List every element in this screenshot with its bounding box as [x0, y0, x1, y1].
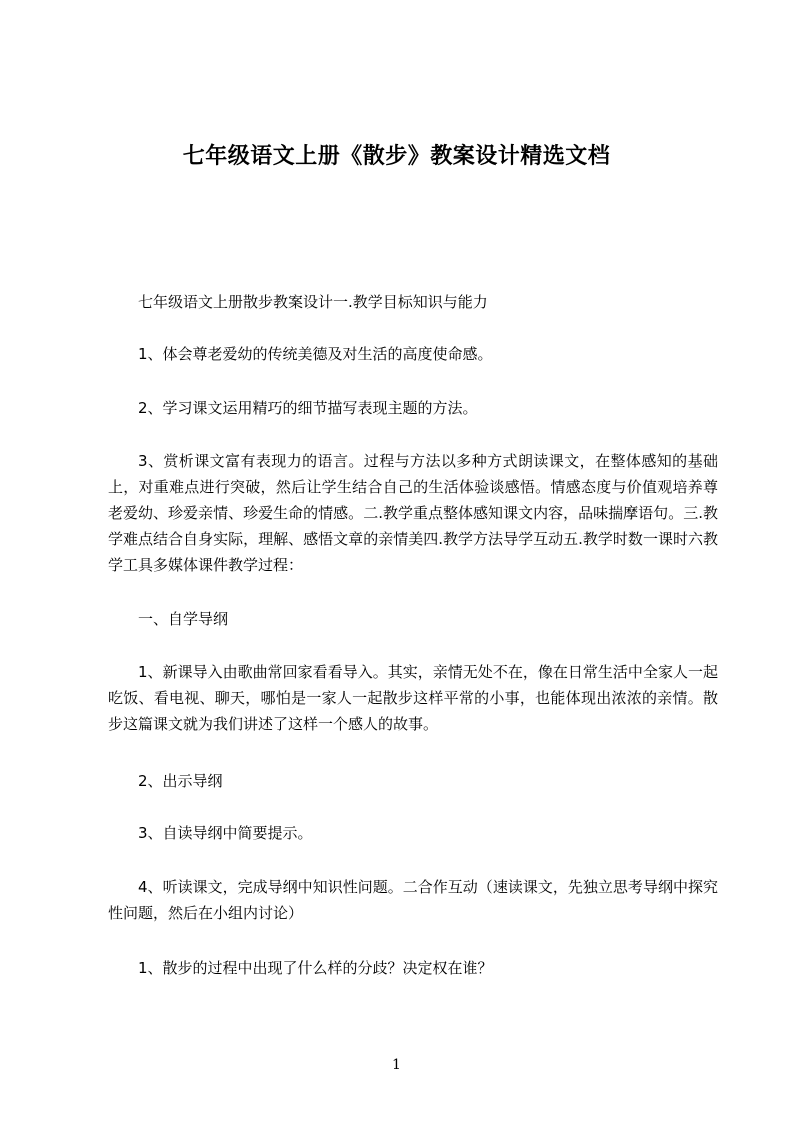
paragraph-step-2: 2、出示导纲	[138, 772, 223, 790]
paragraph-goal-1: 1、体会尊老爱幼的传统美德及对生活的高度使命感。	[138, 345, 493, 363]
page-number: 1	[392, 1057, 401, 1073]
paragraph-goal-2: 2、学习课文运用精巧的细节描写表现主题的方法。	[138, 399, 478, 417]
paragraph-intro: 七年级语文上册散步教案设计一.教学目标知识与能力	[138, 293, 488, 311]
section-heading-self-study: 一、自学导纲	[138, 610, 229, 628]
paragraph-step-1: 1、新课导入由歌曲常回家看看导入。其实，亲情无处不在，像在日常生活中全家人一起吃饭、看电视、聊天，哪怕是一家人一起散步这样平常的小事，也能体现出浓浓的亲情。散步这篇课文就为我们讲述了这样一个感人的故事。	[108, 663, 718, 733]
paragraph-step-4: 4、听读课文，完成导纲中知识性问题。二合作互动（速读课文，先独立思考导纲中探究性问题，然后在小组内讨论）	[108, 878, 718, 922]
paragraph-step-3: 3、自读导纲中简要提示。	[138, 824, 313, 842]
paragraph-question-1: 1、散步的过程中出现了什么样的分歧？决定权在谁？	[138, 959, 493, 977]
document-title: 七年级语文上册《散步》教案设计精选文档	[182, 144, 611, 169]
paragraph-goal-3: 3、赏析课文富有表现力的语言。过程与方法以多种方式朗读课文，在整体感知的基础上，对重难点进行突破，然后让学生结合自己的生活体验谈感悟。情感态度与价值观培养尊老爱幼、珍爱亲情、珍爱生命的情感。二.教学重点整体感知课文内容，品味揣摩语句。三.教学难点结合自身实际，理解、感悟文章的亲情美四.教学方法导学互动五.教学时数一课时六教学工具多媒体课件教学过程：	[108, 452, 718, 574]
